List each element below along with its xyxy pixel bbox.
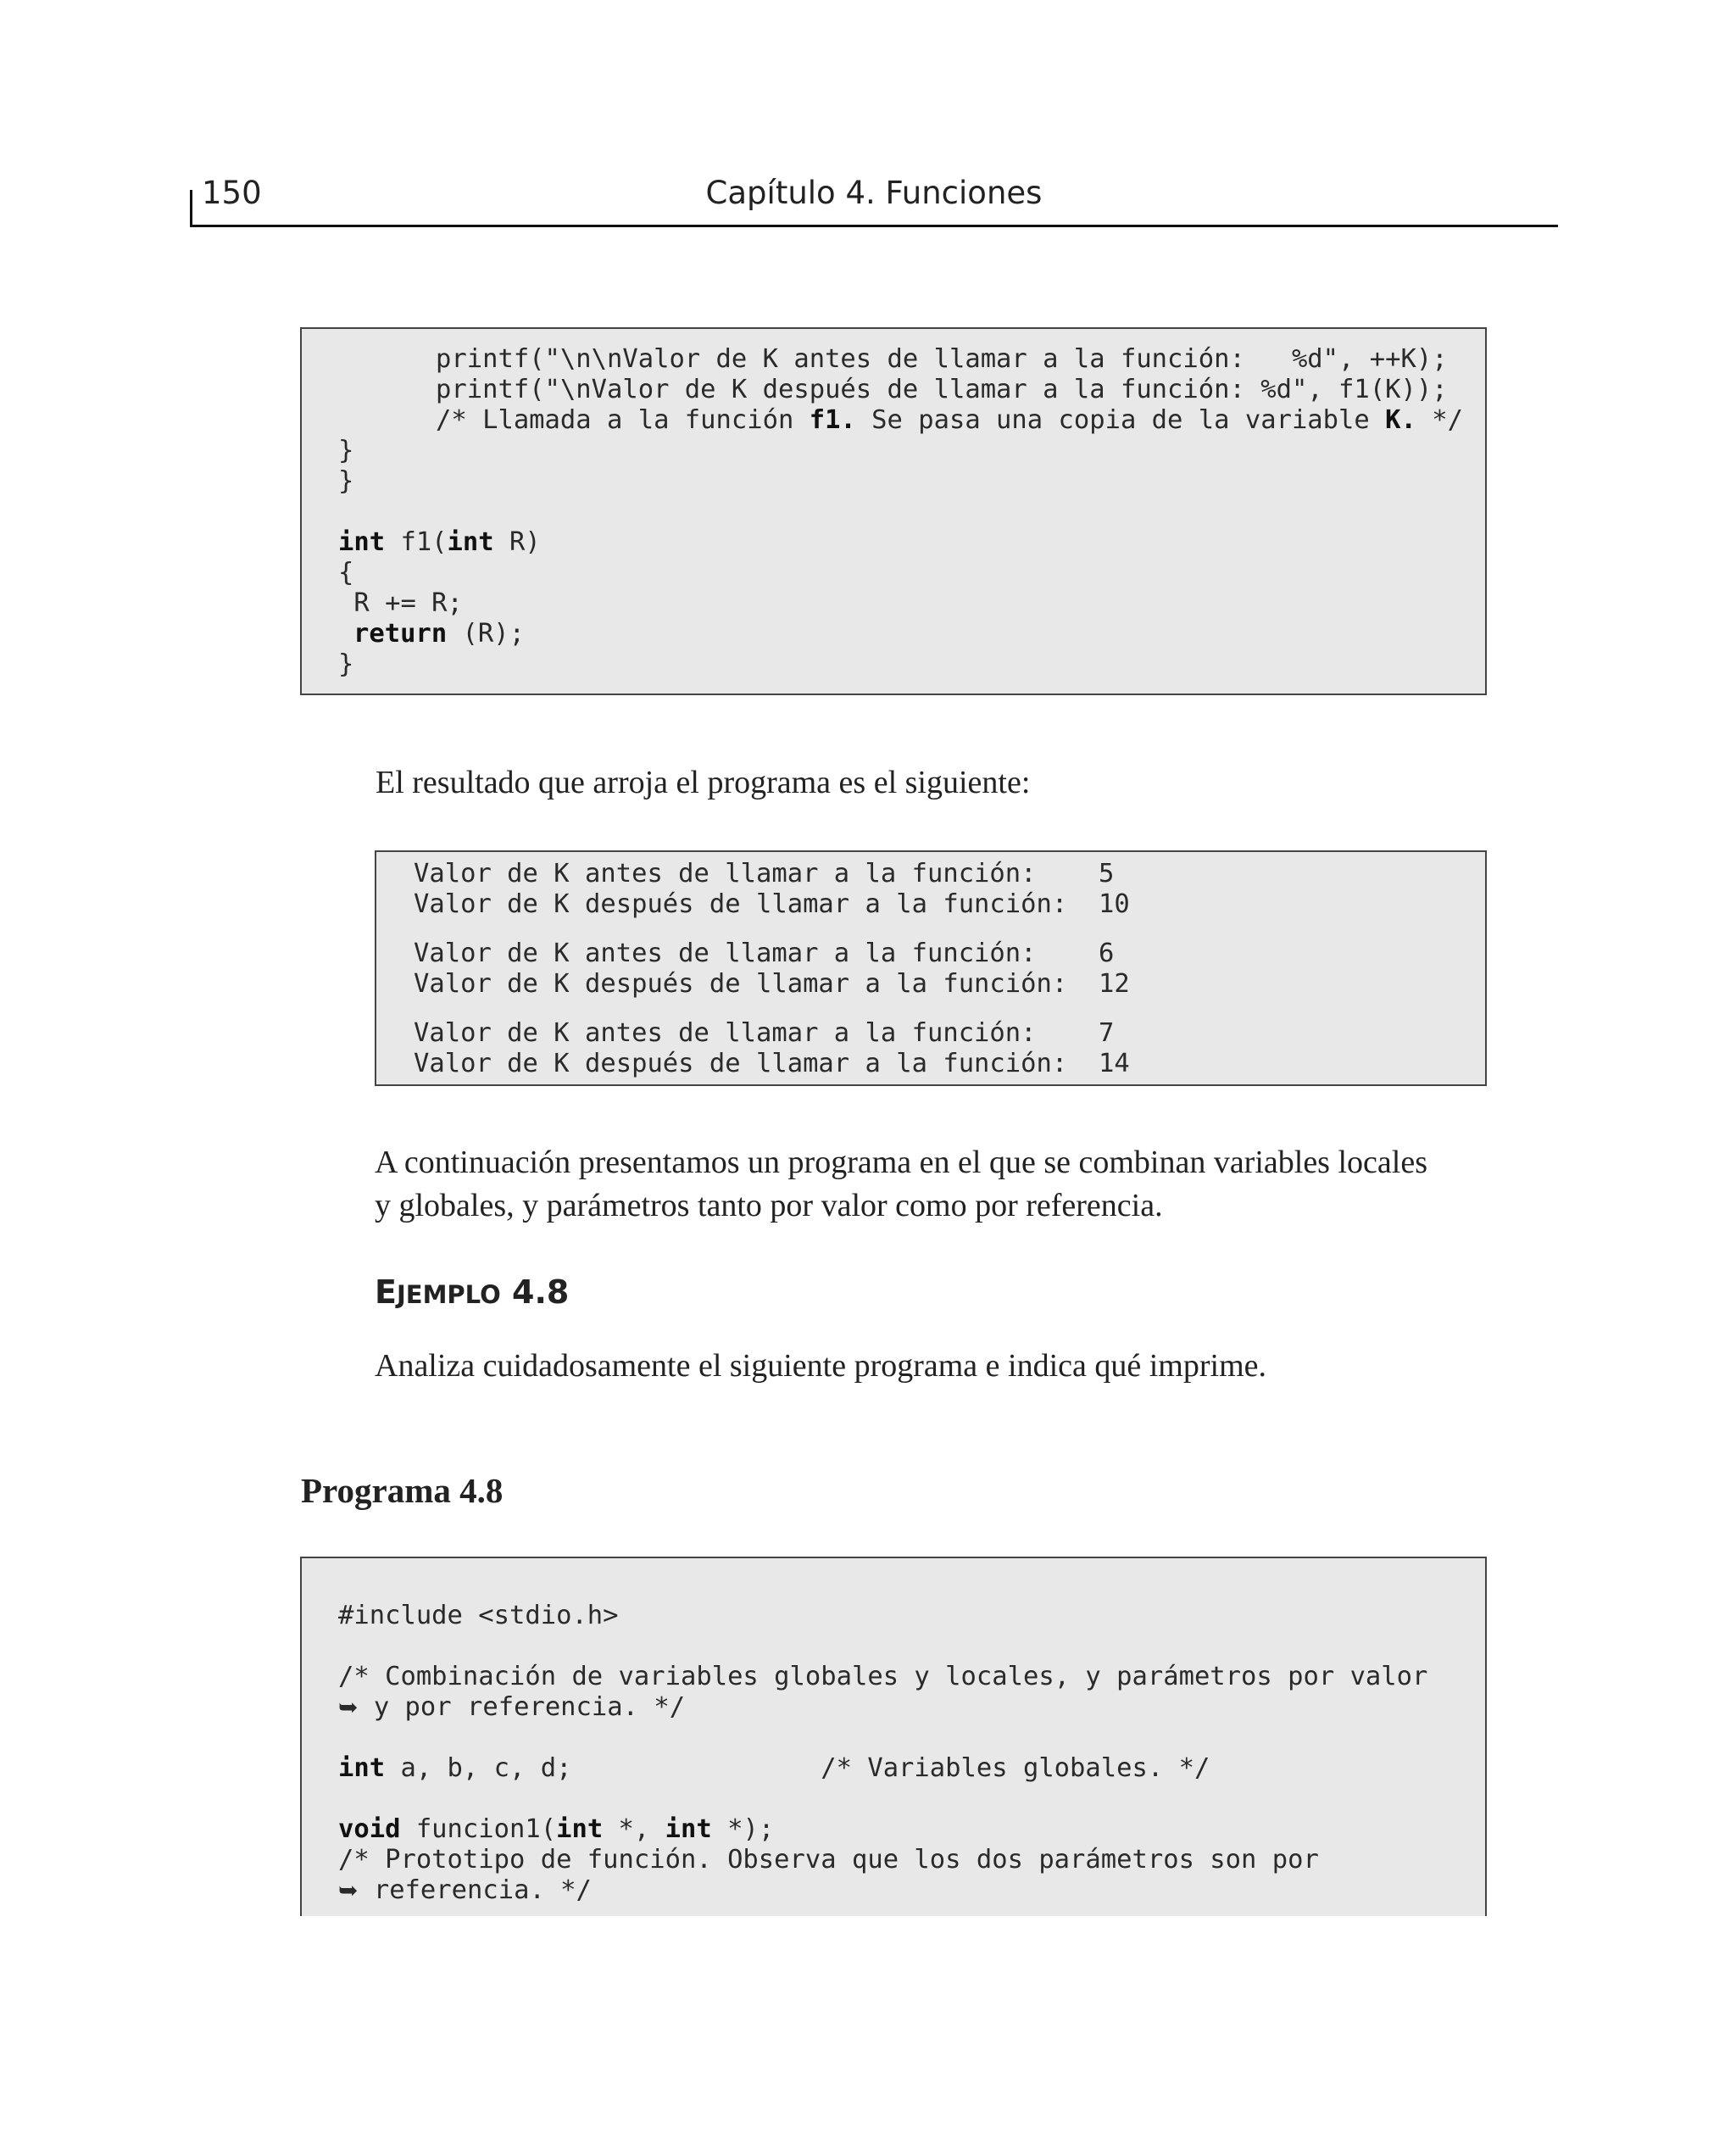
code-text: referencia. */: [358, 1875, 592, 1905]
example-heading: [375, 1273, 569, 1311]
output-line: Valor de K antes de llamar a la función: 6: [414, 939, 1115, 968]
paragraph-line: y globales, y parámetros tanto por valor como por referencia.: [375, 1188, 1163, 1223]
code-keyword: int: [338, 1753, 386, 1783]
code-line: }: [338, 436, 354, 465]
code-keyword: int: [665, 1814, 712, 1844]
output-line: Valor de K antes de llamar a la función: 5: [414, 859, 1115, 889]
output-line: Valor de K después de llamar a la función: 10: [414, 889, 1130, 919]
code-line: }: [338, 649, 354, 679]
code-line: [338, 1814, 774, 1845]
body-paragraph: [375, 1141, 1427, 1228]
code-keyword: int: [556, 1814, 604, 1844]
running-header: [190, 159, 1558, 227]
code-keyword: void: [338, 1814, 401, 1844]
example-heading-number: 4.8: [512, 1273, 570, 1311]
code-bold-f1: f1.: [809, 405, 856, 435]
code-text: a, b, c, d; /* Variables globales. */: [385, 1753, 1210, 1783]
program-heading: Programa 4.8: [301, 1471, 504, 1510]
code-text: *);: [711, 1814, 775, 1844]
code-line: [338, 1875, 592, 1906]
code-comment-part: /* Llamada a la función: [436, 405, 810, 435]
output-line: Valor de K antes de llamar a la función: 7: [414, 1018, 1115, 1048]
code-block-1: [300, 327, 1487, 695]
running-head-title: Capítulo 4. Funciones: [705, 175, 1043, 211]
code-line: }: [338, 466, 354, 496]
line-continuation-arrow-icon: ➥: [338, 1693, 359, 1721]
code-keyword: return: [353, 619, 448, 649]
code-line: printf("\nValor de K después de llamar a la función: %d", f1(K));: [436, 375, 1448, 404]
example-heading-smallcaps: JEMPLO: [396, 1280, 501, 1309]
code-line: /* Combinación de variables globales y locales, y parámetros por valor: [338, 1662, 1428, 1691]
code-line: [338, 1753, 1210, 1784]
output-line: Valor de K después de llamar a la función: 12: [414, 969, 1130, 999]
code-line: /* Prototipo de función. Observa que los dos parámetros son por: [338, 1845, 1319, 1875]
code-text: y por referencia. */: [358, 1692, 686, 1722]
code-text: (R);: [447, 619, 526, 649]
body-paragraph: El resultado que arroja el programa es el siguiente:: [376, 765, 1031, 800]
code-text: f1(: [385, 527, 448, 557]
code-keyword: int: [447, 527, 494, 557]
code-line: #include <stdio.h>: [338, 1601, 619, 1630]
line-continuation-arrow-icon: ➥: [338, 1876, 359, 1904]
code-line: printf("\n\nValor de K antes de llamar a la función: %d", ++K);: [436, 344, 1448, 374]
code-keyword: int: [338, 527, 386, 557]
code-text: *,: [603, 1814, 665, 1844]
code-line: [436, 405, 1463, 436]
code-text: funcion1(: [400, 1814, 557, 1844]
code-line: [338, 1692, 685, 1723]
code-line: [338, 527, 541, 558]
body-paragraph: Analiza cuidadosamente el siguiente programa e indica qué imprime.: [375, 1348, 1266, 1384]
header-rule: [190, 225, 1558, 227]
code-bold-k: K.: [1385, 405, 1416, 435]
code-text: R): [493, 527, 541, 557]
code-line: [353, 619, 525, 649]
paragraph-line: A continuación presentamos un programa en el que se combinan variables locales: [375, 1145, 1427, 1180]
output-line: Valor de K después de llamar a la función: 14: [414, 1049, 1130, 1078]
program-output-block: [375, 850, 1487, 1086]
code-comment-part: */: [1416, 405, 1463, 435]
code-comment-part: Se pasa una copia de la variable: [855, 405, 1386, 435]
page-number: 150: [202, 175, 262, 211]
code-line: {: [338, 558, 354, 588]
example-heading-initial: E: [375, 1273, 397, 1311]
code-line: R += R;: [338, 588, 463, 618]
code-block-2: [300, 1557, 1487, 1916]
